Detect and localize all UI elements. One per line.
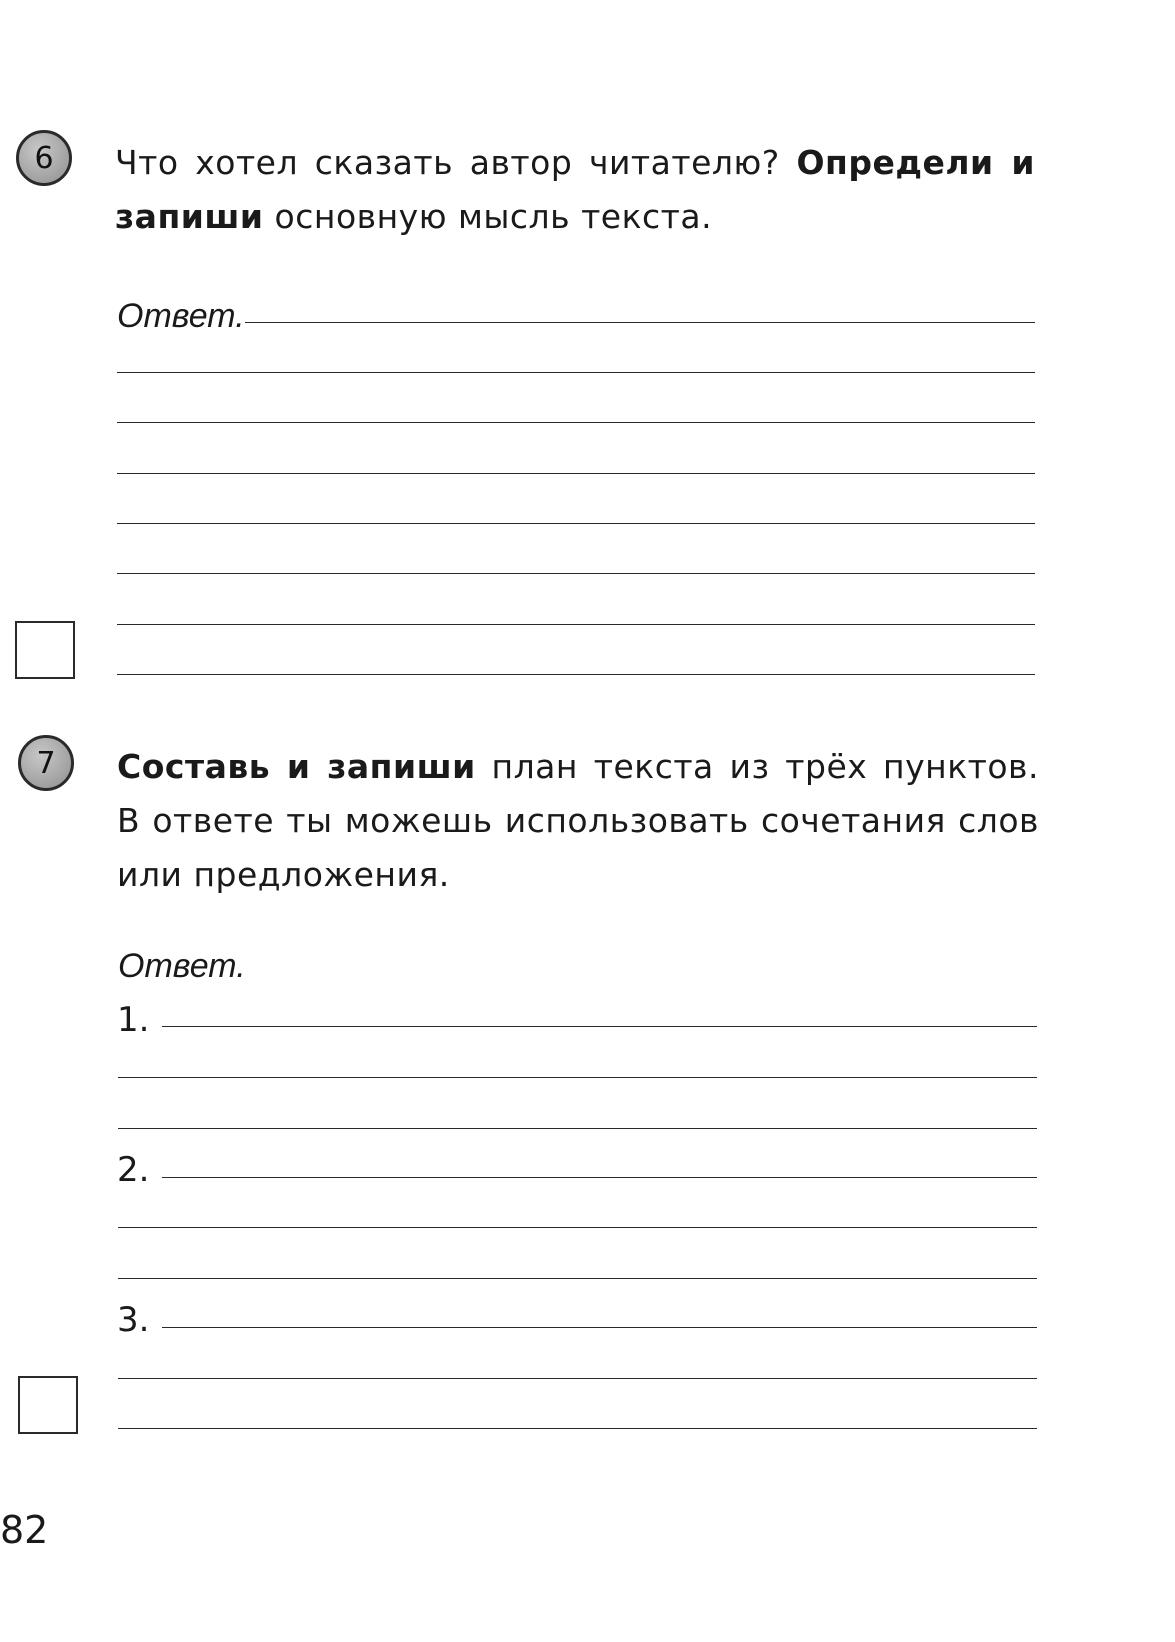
task-6-answer-label: Ответ. bbox=[117, 297, 245, 335]
plan-item-1-number: 1. bbox=[117, 1000, 150, 1040]
plan-item-2-number: 2. bbox=[117, 1150, 150, 1190]
task-7-number-badge bbox=[18, 735, 74, 791]
plan-item-1-line[interactable] bbox=[118, 1128, 1037, 1129]
task-7-number: 7 bbox=[36, 745, 56, 781]
plan-item-2-line[interactable] bbox=[118, 1227, 1037, 1228]
task-7-question bbox=[117, 740, 1039, 902]
task-6-answer-line[interactable] bbox=[117, 523, 1035, 524]
plan-item-2-line[interactable] bbox=[118, 1278, 1037, 1279]
page-number: 82 bbox=[0, 1508, 49, 1552]
plan-item-3-number: 3. bbox=[117, 1300, 150, 1340]
plan-item-3-line[interactable] bbox=[118, 1428, 1037, 1429]
task-6-score-box[interactable] bbox=[15, 621, 75, 679]
task-6-answer-line[interactable] bbox=[117, 573, 1035, 574]
task-7-instruction-bold: Составь и запиши bbox=[117, 747, 476, 786]
task-6-answer-line[interactable] bbox=[117, 473, 1035, 474]
task-6-answer-line[interactable] bbox=[117, 624, 1035, 625]
task-7-text: план текста из трёх пунктов. В ответе ты можешь использовать сочетания слов или предложения. bbox=[117, 747, 1039, 894]
task-7-score-box[interactable] bbox=[18, 1376, 78, 1434]
plan-item-1-line[interactable] bbox=[118, 1077, 1037, 1078]
task-7-answer-label: Ответ. bbox=[118, 947, 246, 985]
task-6-text-part2: основную мысль текста. bbox=[263, 197, 713, 236]
plan-item-3-line[interactable] bbox=[162, 1327, 1037, 1328]
task-6-instruction-bold: Определи и запиши bbox=[115, 143, 1035, 236]
task-6-number-badge bbox=[16, 130, 72, 186]
plan-item-3-line[interactable] bbox=[118, 1378, 1037, 1379]
task-6-answer-line[interactable] bbox=[117, 372, 1035, 373]
task-6-answer-line[interactable] bbox=[245, 322, 1035, 323]
task-6-question bbox=[115, 136, 1035, 244]
task-6-answer-line[interactable] bbox=[117, 674, 1035, 675]
plan-item-2-line[interactable] bbox=[162, 1177, 1037, 1178]
task-6-text-part1: Что хотел сказать автор читателю? bbox=[115, 143, 797, 182]
task-6-number: 6 bbox=[34, 140, 54, 176]
plan-item-1-line[interactable] bbox=[162, 1026, 1037, 1027]
task-6-answer-line[interactable] bbox=[117, 422, 1035, 423]
